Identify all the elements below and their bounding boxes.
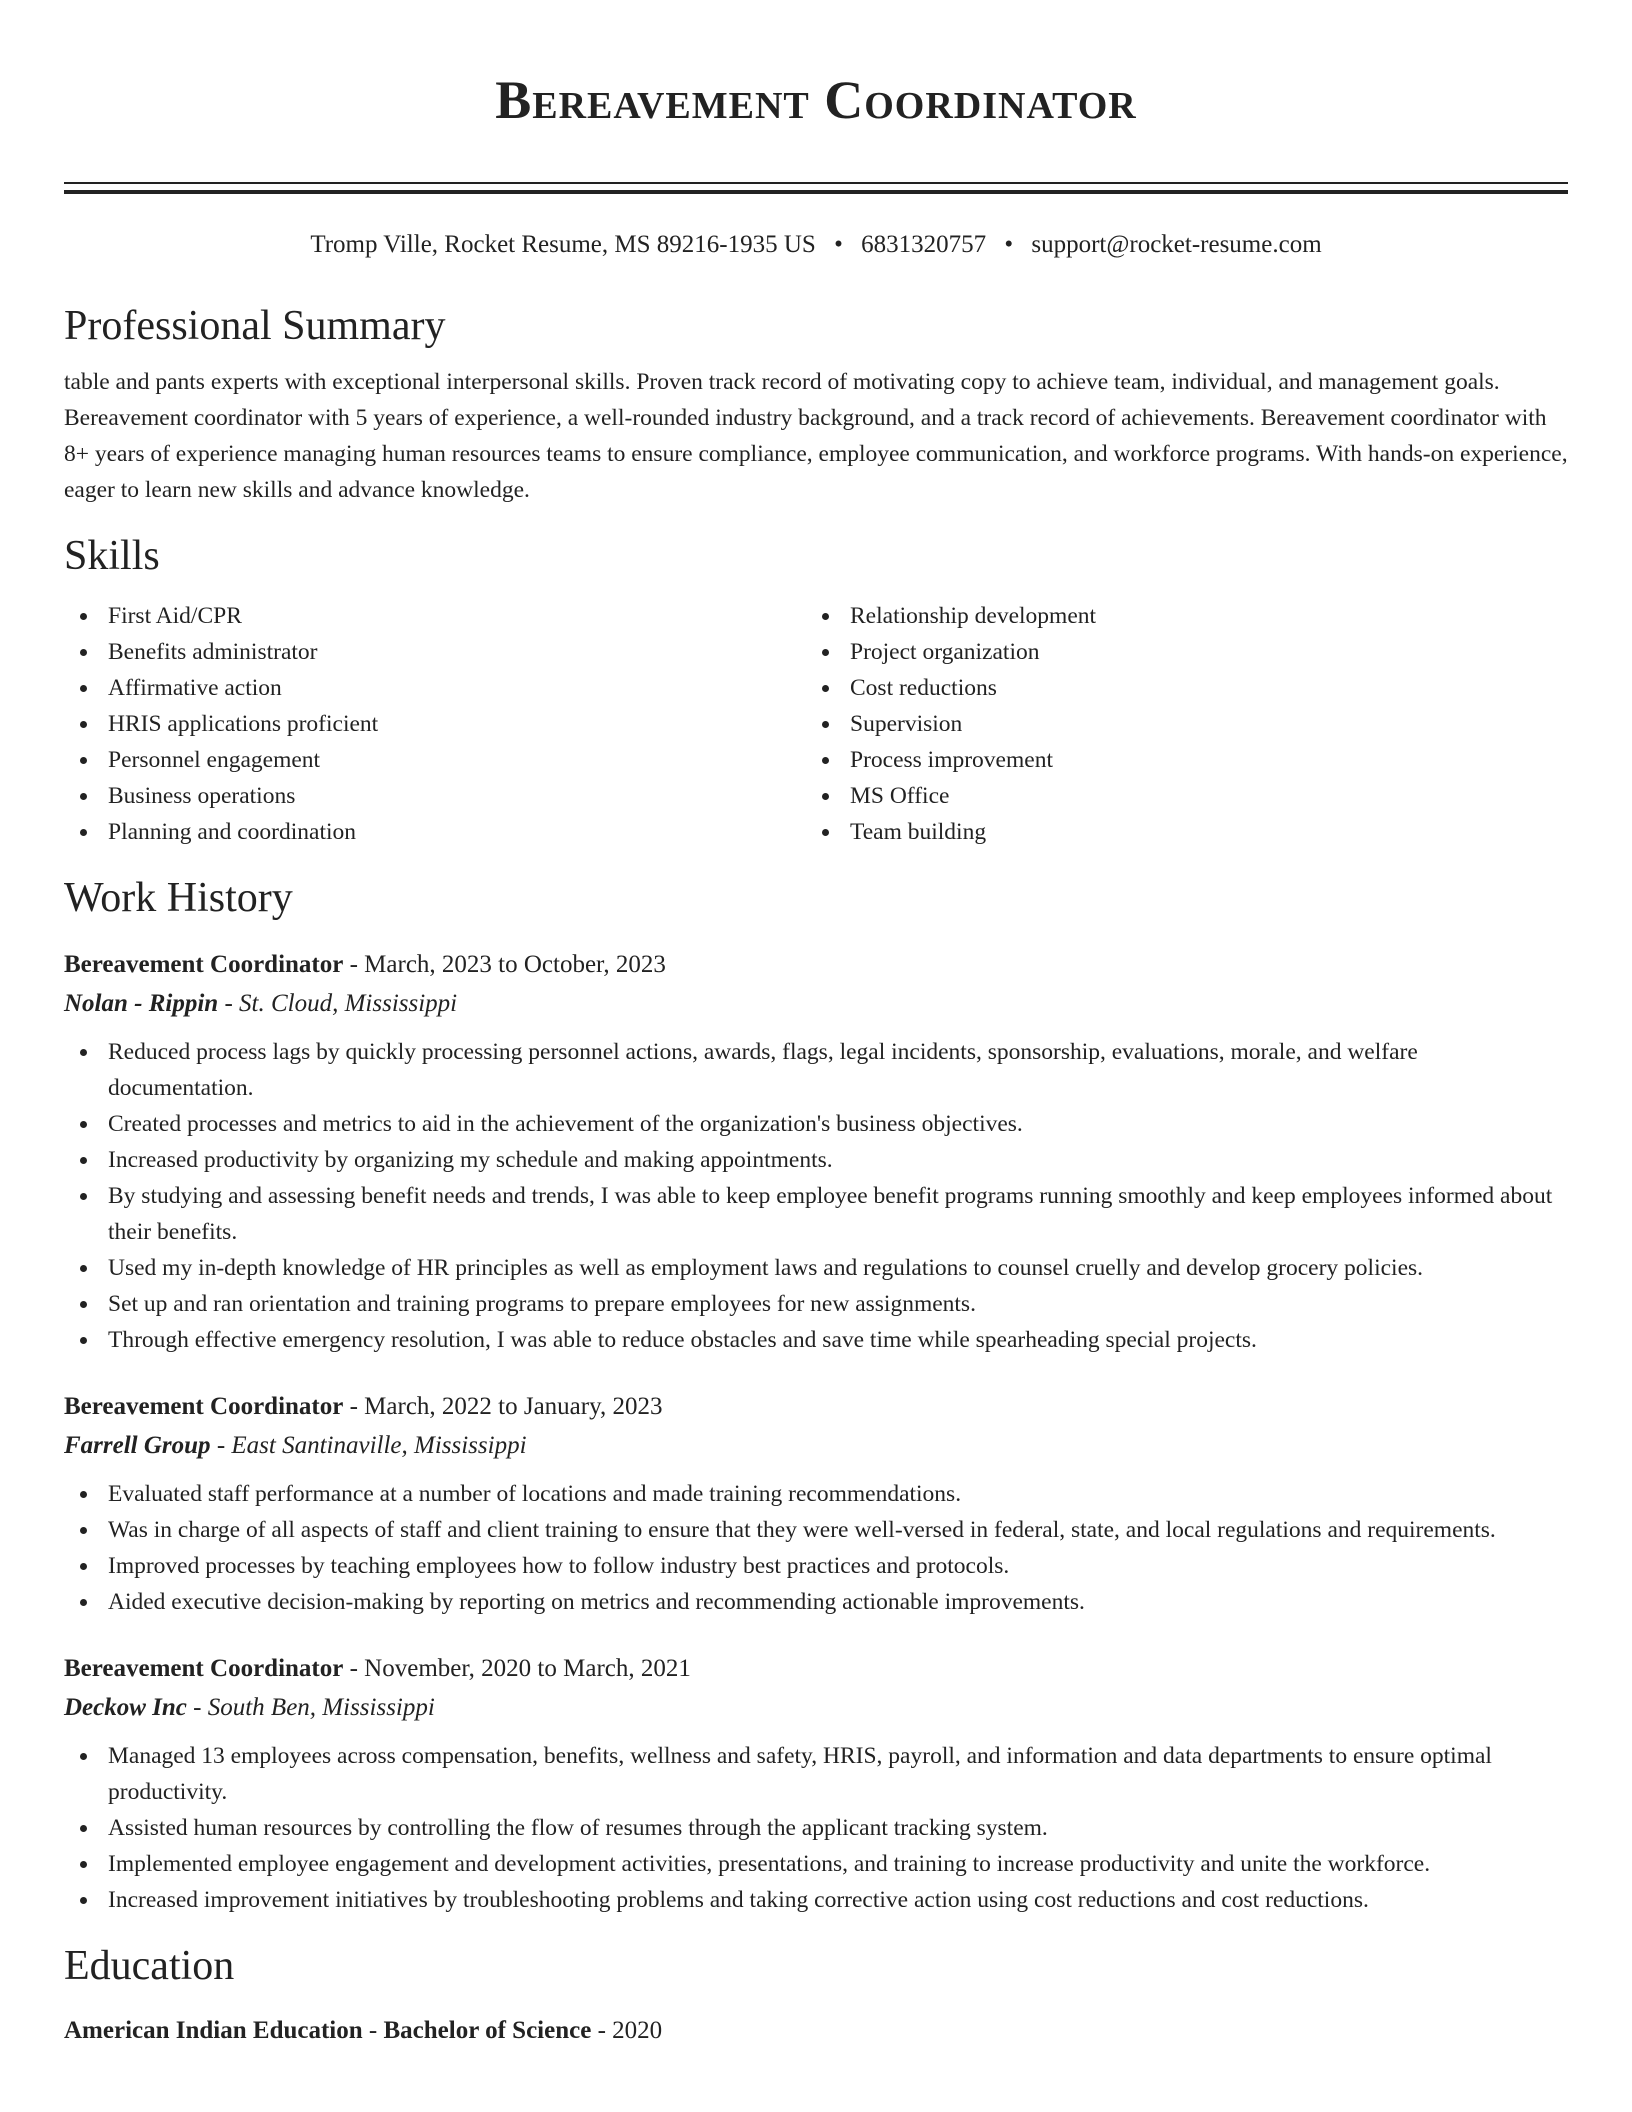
job-title: Bereavement Coordinator xyxy=(64,1655,344,1682)
education-year: - 2020 xyxy=(591,2017,663,2044)
job-bullet: Implemented employee engagement and development activities, presentations, and training to increase productivity and unite the workforce. xyxy=(64,1846,1568,1882)
job-company-line xyxy=(64,984,1568,1024)
contact-phone: 6831320757 xyxy=(861,231,987,258)
skill-item: Planning and coordination xyxy=(64,814,806,850)
skill-item: Relationship development xyxy=(806,598,1548,634)
job-bullet: Increased improvement initiatives by troubleshooting problems and taking corrective action using cost reductions and cost reductions. xyxy=(64,1882,1568,1918)
work-history-heading: Work History xyxy=(64,875,293,921)
job-bullet: Created processes and metrics to aid in the achievement of the organization's business objectives. xyxy=(64,1106,1568,1142)
job-title-line xyxy=(64,1388,1568,1426)
job-company: Farrell Group xyxy=(64,1432,211,1459)
job-company: Nolan - Rippin xyxy=(64,990,219,1017)
skills-heading: Skills xyxy=(64,533,160,579)
summary-text: table and pants experts with exceptional interpersonal skills. Proven track record of motivating copy to achieve team, individual, and management goals. Bereavement coordinator with 5 years of experience, a well-rounded industry background, and a track record of achievements. Bereavement coordinator with 8+ years of experience managing human resources teams to ensure compliance, employee communication, and workforce programs. With hands-on experience, eager to learn new skills and advance knowledge. xyxy=(64,369,1568,503)
summary-section xyxy=(64,300,1568,508)
skill-item: HRIS applications proficient xyxy=(64,706,806,742)
job-location: - South Ben, Mississippi xyxy=(186,1694,435,1721)
skills-section xyxy=(64,530,1568,850)
job-title-line xyxy=(64,1650,1568,1688)
job-bullet: Through effective emergency resolution, I was able to reduce obstacles and save time while spearheading special projects. xyxy=(64,1322,1568,1358)
job-bullet: Managed 13 employees across compensation, benefits, wellness and safety, HRIS, payroll, and information and data departments to ensure optimal productivity. xyxy=(64,1738,1568,1810)
contact-email: support@rocket-resume.com xyxy=(1031,231,1322,258)
job-bullet: Evaluated staff performance at a number of locations and made training recommendations. xyxy=(64,1476,1568,1512)
education-entry: American Indian Education - Bachelor of Science - 2020 xyxy=(64,2017,663,2044)
job-company-line xyxy=(64,1688,1568,1728)
job-bullet: Reduced process lags by quickly processing personnel actions, awards, flags, legal incidents, sponsorship, evaluations, morale, and welfare documentation. xyxy=(64,1034,1568,1106)
skill-item: MS Office xyxy=(806,778,1548,814)
resume-page xyxy=(64,0,1568,2050)
skill-item: Team building xyxy=(806,814,1548,850)
skill-item: Supervision xyxy=(806,706,1548,742)
education-section xyxy=(64,1940,1568,2050)
contact-address: Tromp Ville, Rocket Resume, MS 89216-1935 US xyxy=(310,231,816,258)
job-entry xyxy=(64,1650,1568,1918)
job-bullet: Was in charge of all aspects of staff and client training to ensure that they were well-versed in federal, state, and local regulations and requirements. xyxy=(64,1512,1568,1548)
skill-item: Affirmative action xyxy=(64,670,806,706)
skill-item: Project organization xyxy=(806,634,1548,670)
job-bullet: Assisted human resources by controlling the flow of resumes through the applicant tracking system. xyxy=(64,1810,1568,1846)
job-title: Bereavement Coordinator xyxy=(64,1393,344,1420)
job-company: Deckow Inc xyxy=(64,1694,187,1721)
job-company-line xyxy=(64,1426,1568,1466)
work-history-section xyxy=(64,872,1568,1918)
job-bullet: By studying and assessing benefit needs and trends, I was able to keep employee benefit programs running smoothly and keep employees informed about their benefits. xyxy=(64,1178,1568,1250)
contact-separator: • xyxy=(1004,231,1014,258)
skill-item: Process improvement xyxy=(806,742,1548,778)
job-entry xyxy=(64,1388,1568,1620)
contact-separator: • xyxy=(834,231,843,258)
job-dates: - March, 2023 to October, 2023 xyxy=(343,951,666,978)
skill-item: Cost reductions xyxy=(806,670,1548,706)
job-entry xyxy=(64,946,1568,1358)
skill-item: Personnel engagement xyxy=(64,742,806,778)
job-bullet: Used my in-depth knowledge of HR principles as well as employment laws and regulations to counsel cruelly and develop grocery policies. xyxy=(64,1250,1568,1286)
summary-heading: Professional Summary xyxy=(64,303,446,349)
skill-item: Business operations xyxy=(64,778,806,814)
job-bullets xyxy=(64,1476,1568,1620)
education-heading: Education xyxy=(64,1943,235,1989)
skill-item: First Aid/CPR xyxy=(64,598,806,634)
title-divider xyxy=(64,182,1568,194)
skill-item: Benefits administrator xyxy=(64,634,806,670)
job-title-line xyxy=(64,946,1568,984)
job-bullet: Increased productivity by organizing my schedule and making appointments. xyxy=(64,1142,1568,1178)
job-location: - East Santinaville, Mississippi xyxy=(210,1432,527,1459)
job-dates: - March, 2022 to January, 2023 xyxy=(343,1393,663,1420)
job-bullet: Set up and ran orientation and training programs to prepare employees for new assignments. xyxy=(64,1286,1568,1322)
job-bullet: Aided executive decision-making by reporting on metrics and recommending actionable improvements. xyxy=(64,1584,1568,1620)
job-bullets xyxy=(64,1034,1568,1358)
education-school: American Indian Education xyxy=(64,2017,363,2044)
contact-line xyxy=(64,228,1568,262)
skills-list xyxy=(64,598,1568,850)
resume-title: Bereavement Coordinator xyxy=(495,70,1137,130)
job-dates: - November, 2020 to March, 2021 xyxy=(343,1655,691,1682)
job-location: - St. Cloud, Mississippi xyxy=(218,990,458,1017)
education-degree: Bachelor of Science xyxy=(383,2017,592,2044)
job-title: Bereavement Coordinator xyxy=(64,951,344,978)
job-bullets xyxy=(64,1738,1568,1918)
job-bullet: Improved processes by teaching employees how to follow industry best practices and protocols. xyxy=(64,1548,1568,1584)
